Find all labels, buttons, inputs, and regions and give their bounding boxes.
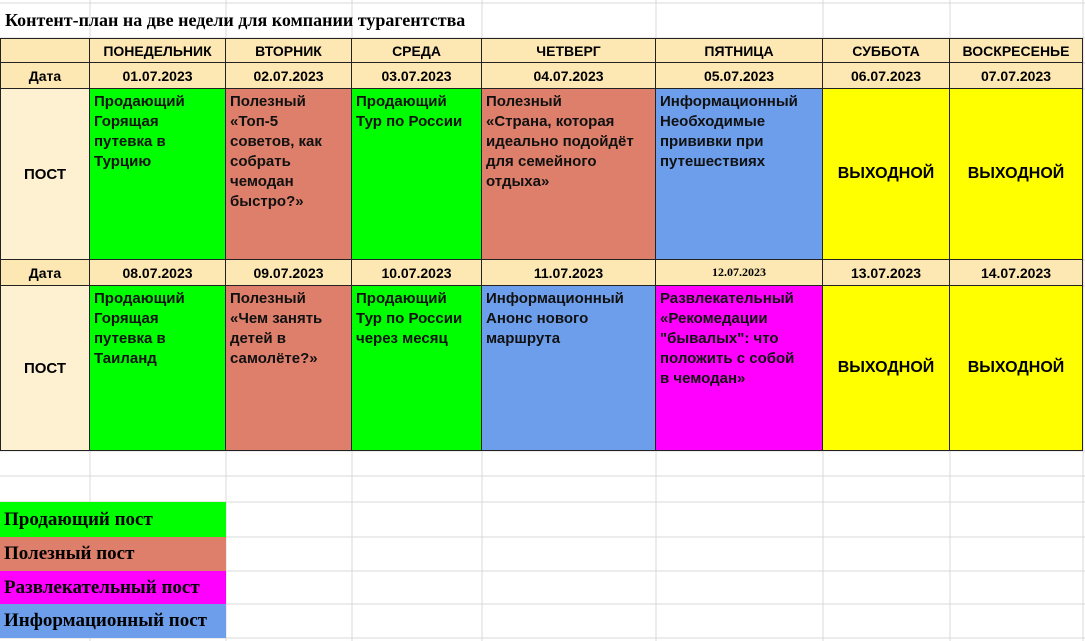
day-header-3[interactable]: СРЕДА — [352, 38, 482, 63]
date-cell[interactable]: 10.07.2023 — [352, 260, 482, 286]
day-header-1[interactable]: ПОНЕДЕЛЬНИК — [90, 38, 226, 63]
post-label-cell[interactable]: ПОСТ — [0, 89, 90, 260]
post-cell-info[interactable]: Информационный Анонс нового маршрута — [482, 286, 656, 451]
post-cell-info[interactable]: Информационный Необходимые прививки при путешествиях — [656, 89, 823, 260]
post-cell-selling[interactable]: Продающий Горящая путевка в Турцию — [90, 89, 226, 260]
post-cell-useful[interactable]: Полезный «Топ-5 советов, как собрать чемодан быстро?» — [226, 89, 352, 260]
date-cell[interactable]: 01.07.2023 — [90, 63, 226, 89]
legend-item-selling[interactable]: Продающий пост — [0, 502, 226, 537]
date-cell[interactable]: 05.07.2023 — [656, 63, 823, 89]
day-off-cell[interactable]: ВЫХОДНОЙ — [823, 89, 950, 260]
date-label-cell[interactable]: Дата — [0, 260, 90, 286]
day-header-2[interactable]: ВТОРНИК — [226, 38, 352, 63]
day-header-4[interactable]: ЧЕТВЕРГ — [482, 38, 656, 63]
day-off-cell[interactable]: ВЫХОДНОЙ — [823, 286, 950, 451]
corner-cell[interactable] — [0, 38, 90, 63]
date-cell[interactable]: 06.07.2023 — [823, 63, 950, 89]
legend-item-entertaining[interactable]: Развлекательный пост — [0, 571, 226, 604]
date-cell[interactable]: 03.07.2023 — [352, 63, 482, 89]
post-cell-entertaining[interactable]: Развлекательный «Рекомедации "бывалых": что положить с собой в чемодан» — [656, 286, 823, 451]
legend-item-info[interactable]: Информационный пост — [0, 604, 226, 638]
date-cell[interactable]: 07.07.2023 — [950, 63, 1083, 89]
post-label-cell[interactable]: ПОСТ — [0, 286, 90, 451]
post-cell-selling[interactable]: Продающий Тур по России через месяц — [352, 286, 482, 451]
date-label-cell[interactable]: Дата — [0, 63, 90, 89]
post-cell-useful[interactable]: Полезный «Чем занять детей в самолёте?» — [226, 286, 352, 451]
post-cell-selling[interactable]: Продающий Горящая путевка в Таиланд — [90, 286, 226, 451]
day-header-7[interactable]: ВОСКРЕСЕНЬЕ — [950, 38, 1083, 63]
day-header-6[interactable]: СУББОТА — [823, 38, 950, 63]
date-cell[interactable]: 02.07.2023 — [226, 63, 352, 89]
date-cell[interactable]: 04.07.2023 — [482, 63, 656, 89]
sheet-title[interactable]: Контент-план на две недели для компании турагентства — [5, 10, 466, 30]
date-cell[interactable]: 12.07.2023 — [656, 260, 823, 286]
day-off-cell[interactable]: ВЫХОДНОЙ — [950, 286, 1083, 451]
post-cell-selling[interactable]: Продающий Тур по России — [352, 89, 482, 260]
date-cell[interactable]: 14.07.2023 — [950, 260, 1083, 286]
day-header-5[interactable]: ПЯТНИЦА — [656, 38, 823, 63]
date-cell[interactable]: 13.07.2023 — [823, 260, 950, 286]
legend-item-useful[interactable]: Полезный пост — [0, 537, 226, 571]
post-cell-useful[interactable]: Полезный «Страна, которая идеально подойдёт для семейного отдыха» — [482, 89, 656, 260]
day-off-cell[interactable]: ВЫХОДНОЙ — [950, 89, 1083, 260]
date-cell[interactable]: 11.07.2023 — [482, 260, 656, 286]
date-cell[interactable]: 09.07.2023 — [226, 260, 352, 286]
date-cell[interactable]: 08.07.2023 — [90, 260, 226, 286]
